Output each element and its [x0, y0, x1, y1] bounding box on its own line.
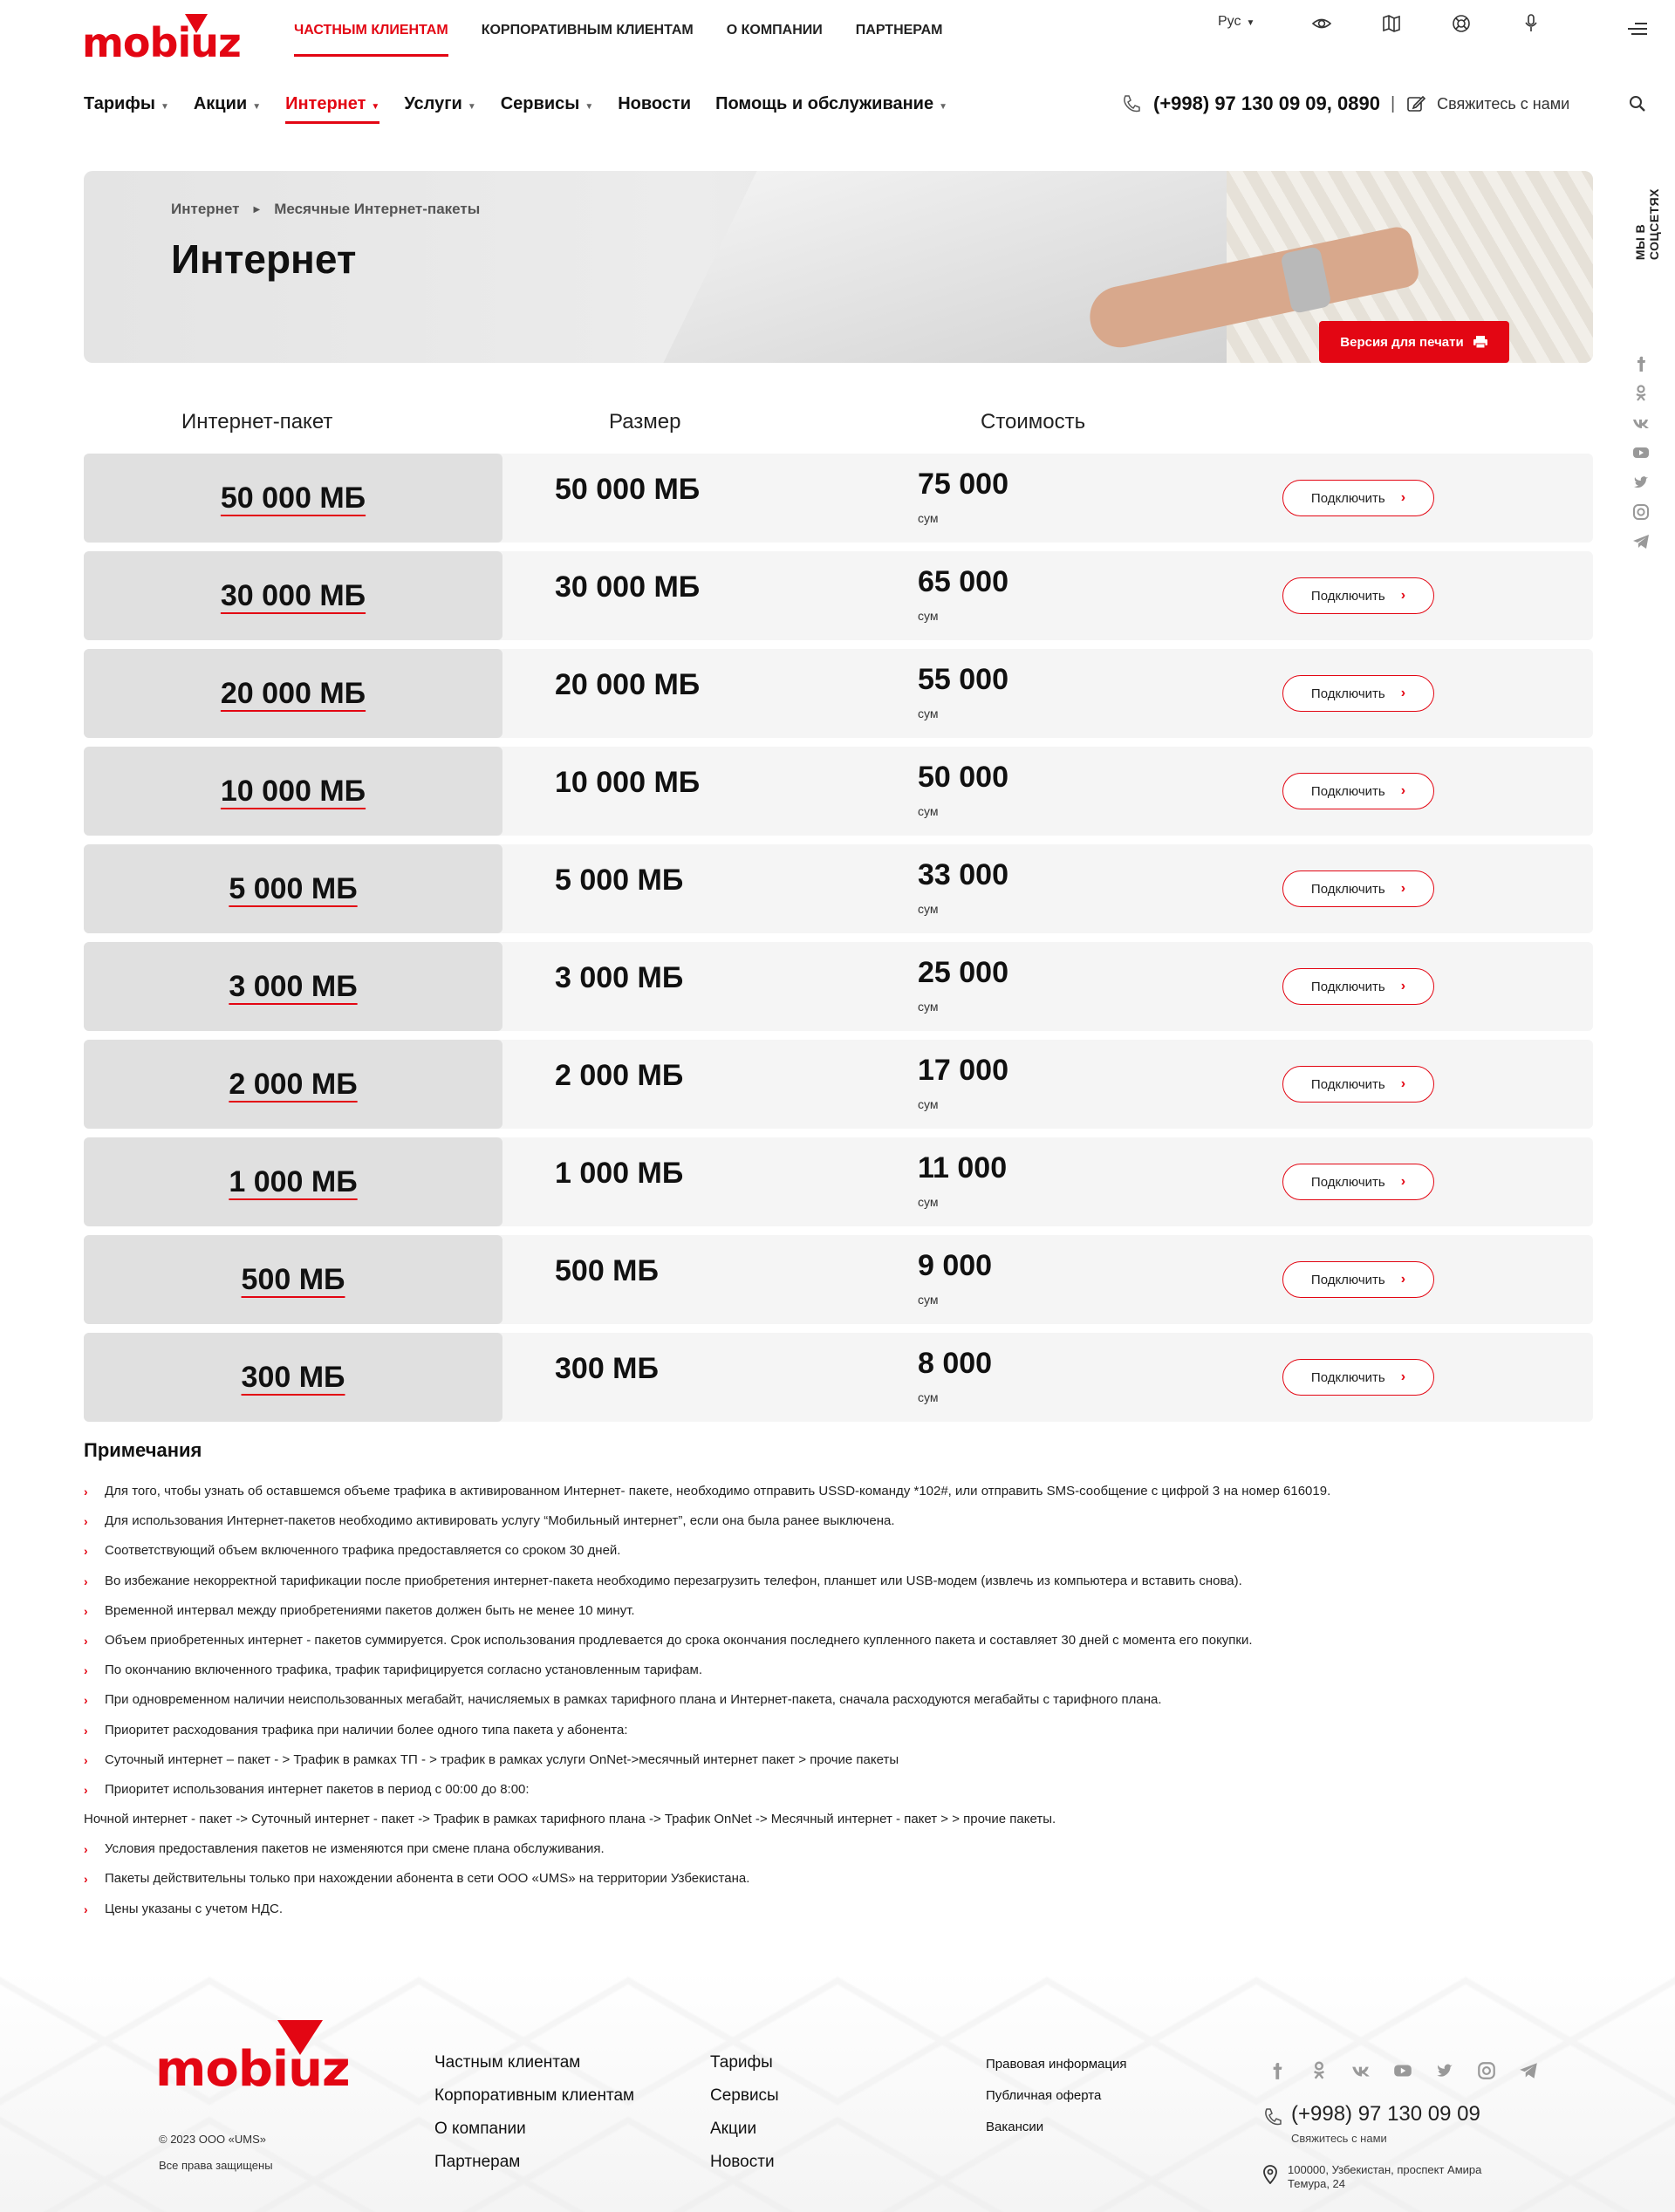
chevron-right-icon: ›	[84, 1485, 88, 1499]
chevron-down-icon: ▼	[160, 102, 169, 112]
note-text: Цены указаны с учетом НДС.	[105, 1901, 284, 1916]
note-text: По окончанию включенного трафика, трафик тарифицируется согласно установленным тарифам.	[105, 1662, 702, 1678]
price-value: 8 000	[918, 1347, 993, 1380]
telegram-icon[interactable]	[1518, 2060, 1539, 2081]
chevron-down-icon: ▼	[371, 102, 380, 112]
note-text: Ночной интернет - пакет -> Суточный интернет - пакет -> Трафик в рамках тарифного плана -> Трафик OnNet -> Месячный интернет - пакет > > прочие пакеты.	[84, 1812, 1056, 1827]
column-header-package: Интернет-пакет	[181, 410, 333, 434]
list-item	[84, 1540, 1584, 1570]
package-link[interactable]: 500 МБ	[241, 1262, 345, 1296]
print-version-button[interactable]	[1319, 321, 1509, 363]
connect-button[interactable]	[1282, 773, 1434, 809]
footer-logo[interactable]	[155, 2041, 350, 2098]
facebook-icon[interactable]	[1267, 2060, 1288, 2081]
chevron-right-icon: ›	[1400, 1076, 1406, 1091]
vk-icon[interactable]	[1631, 413, 1651, 433]
currency-label: сум	[918, 902, 939, 916]
price-value: 75 000	[918, 468, 1008, 501]
phone-icon	[1120, 92, 1143, 115]
nav-services-label: Услуги	[404, 94, 462, 113]
odnoklassniki-icon[interactable]	[1631, 384, 1651, 403]
note-text: Пакеты действительны только при нахождении абонента в сети ООО «UMS» на территории Узбекистана.	[105, 1871, 750, 1887]
footer-address: 100000, Узбекистан, проспект Амира Темура, 24	[1288, 2163, 1482, 2190]
currency-label: сум	[918, 707, 939, 720]
chevron-down-icon: ▼	[585, 102, 594, 112]
price-value: 9 000	[918, 1249, 993, 1282]
package-link[interactable]: 5 000 МБ	[229, 871, 358, 905]
footer-link[interactable]: Корпоративным клиентам	[434, 2086, 635, 2105]
nav-apps-label: Сервисы	[500, 94, 580, 113]
package-link[interactable]: 30 000 МБ	[220, 578, 366, 612]
footer-contact-link[interactable]: Свяжитесь с нами	[1291, 2132, 1387, 2145]
list-item	[84, 1571, 1584, 1601]
package-cell	[84, 844, 502, 933]
footer-copyright	[159, 2127, 273, 2179]
list-item	[84, 1511, 1584, 1540]
logo-triangle	[185, 14, 208, 33]
size-cell: 10 000 МБ	[555, 766, 701, 799]
note-text: Условия предоставления пакетов не изменяются при смене плана обслуживания.	[105, 1841, 605, 1857]
currency-label: сум	[918, 1097, 939, 1111]
topnav-about[interactable]: О КОМПАНИИ	[726, 23, 823, 38]
note-text: Во избежание некорректной тарификации после приобретения интернет-пакета необходимо перезагрузить телефон, планшет или USB-модем (извлечь из компьютера и вставить снова).	[105, 1573, 1242, 1588]
menu-icon[interactable]	[1628, 23, 1647, 38]
footer-link[interactable]: Частным клиентам	[434, 2053, 581, 2072]
list-item	[84, 1601, 1584, 1630]
footer-link[interactable]: Публичная оферта	[986, 2088, 1102, 2103]
location-pin-icon	[1261, 2165, 1279, 2184]
breadcrumb-internet[interactable]: Интернет	[171, 201, 240, 217]
chevron-right-icon: ›	[1400, 979, 1406, 993]
connect-button-label: Подключить	[1310, 686, 1385, 701]
printer-icon	[1473, 335, 1488, 349]
list-item	[84, 1779, 1584, 1809]
footer-link[interactable]: Акции	[710, 2120, 757, 2138]
currency-label: сум	[918, 609, 939, 623]
chevron-right-icon: ›	[84, 1842, 88, 1857]
nav-apps[interactable]	[501, 94, 593, 124]
footer	[0, 1971, 1675, 2212]
chevron-down-icon: ▼	[467, 102, 476, 112]
note-text: Приоритет расходования трафика при наличии более одного типа пакета у абонента:	[105, 1722, 628, 1738]
table-row	[84, 1137, 1593, 1226]
footer-link[interactable]: Сервисы	[710, 2086, 779, 2105]
column-header-size: Размер	[609, 410, 681, 434]
package-link[interactable]: 300 МБ	[241, 1360, 345, 1394]
price-value: 17 000	[918, 1054, 1008, 1087]
package-link[interactable]: 10 000 МБ	[220, 774, 366, 808]
contact-us-link[interactable]: Свяжитесь с нами	[1437, 94, 1570, 113]
list-item	[84, 1690, 1584, 1719]
connect-button-label: Подключить	[1310, 588, 1385, 604]
nav-internet[interactable]	[285, 94, 379, 124]
chevron-right-icon: ›	[1400, 490, 1406, 505]
price-value: 11 000	[918, 1151, 1008, 1185]
nav-internet-label: Интернет	[285, 94, 366, 113]
table-row	[84, 649, 1593, 738]
note-text: Временной интервал между приобретениями пакетов должен быть не менее 10 минут.	[105, 1602, 635, 1618]
language-selector[interactable]	[1218, 14, 1255, 30]
chevron-right-icon: ›	[1400, 1174, 1406, 1189]
currency-label: сум	[918, 804, 939, 818]
chevron-right-icon: ›	[84, 1574, 88, 1588]
connect-button[interactable]	[1282, 968, 1434, 1005]
nav-help[interactable]	[715, 94, 947, 124]
nav-news[interactable]	[618, 94, 691, 124]
size-cell: 50 000 МБ	[555, 473, 701, 506]
footer-link[interactable]: Новости	[710, 2153, 775, 2171]
chevron-right-icon: ›	[84, 1901, 88, 1916]
package-cell	[84, 1137, 502, 1226]
chevron-down-icon: ▼	[252, 102, 262, 112]
nav-tariffs[interactable]	[84, 94, 169, 124]
size-cell: 3 000 МБ	[555, 961, 684, 994]
chevron-down-icon: ▼	[939, 102, 948, 112]
note-text: При одновременном наличии неиспользованных мегабайт, начисляемых в рамках тарифного плана и Интернет-пакета, сначала расходуются мегабайты с тарифного плана.	[105, 1692, 1162, 1708]
breadcrumb-current: Месячные Интернет-пакеты	[274, 201, 481, 217]
chevron-right-icon: ›	[1400, 1272, 1406, 1287]
connect-button[interactable]	[1282, 1261, 1434, 1298]
connect-button-label: Подключить	[1310, 1369, 1385, 1385]
table-row	[84, 1235, 1593, 1324]
topnav-partners[interactable]: ПАРТНЕРАМ	[855, 23, 943, 38]
mobiuz-logo[interactable]	[82, 19, 241, 66]
note-text: Объем приобретенных интернет - пакетов суммируется. Срок использования продлевается до срока окончания последнего купленного пакета и составляет 30 дней с момента его покупки.	[105, 1632, 1253, 1648]
connect-button[interactable]	[1282, 577, 1434, 614]
connect-button[interactable]	[1282, 1359, 1434, 1396]
chevron-right-icon: ›	[1400, 686, 1406, 700]
package-cell	[84, 1333, 502, 1422]
footer-col-legal	[986, 2057, 1126, 2151]
connect-button-label: Подключить	[1310, 881, 1385, 897]
microphone-icon[interactable]	[1520, 12, 1542, 35]
table-row	[84, 942, 1593, 1031]
list-item	[84, 1660, 1584, 1690]
connect-button-label: Подключить	[1310, 1174, 1385, 1190]
connect-button[interactable]	[1282, 675, 1434, 712]
note-text: Для использования Интернет-пакетов необходимо активировать услугу “Мобильный интернет”, если она была ранее выключена.	[105, 1513, 895, 1529]
package-cell	[84, 1235, 502, 1324]
eye-icon[interactable]	[1310, 12, 1333, 35]
twitter-icon[interactable]	[1631, 473, 1651, 492]
footer-social	[1267, 2060, 1539, 2081]
search-icon[interactable]	[1628, 94, 1647, 113]
footer-link[interactable]: О компании	[434, 2120, 526, 2138]
odnoklassniki-icon[interactable]	[1309, 2060, 1330, 2081]
footer-link[interactable]: Правовая информация	[986, 2057, 1127, 2072]
connect-button-label: Подключить	[1310, 979, 1385, 994]
connect-button-label: Подключить	[1310, 1076, 1385, 1092]
footer-col-audience	[434, 2053, 634, 2186]
package-link[interactable]: 20 000 МБ	[220, 676, 366, 710]
list-item	[84, 1809, 1584, 1839]
table-row	[84, 1333, 1593, 1422]
price-value: 33 000	[918, 858, 1008, 891]
connect-button-label: Подключить	[1310, 1272, 1385, 1287]
nav-tariffs-label: Тарифы	[84, 94, 155, 113]
table-row	[84, 454, 1593, 543]
note-text: Для того, чтобы узнать об оставшемся объеме трафика в активированном Интернет- пакете, необходимо отправить USSD-команду *102#, или отправить SMS-сообщение с цифрой 3 на номер 616019.	[105, 1484, 1331, 1499]
size-cell: 300 МБ	[555, 1352, 659, 1385]
nav-services[interactable]	[404, 94, 475, 124]
table-row	[84, 844, 1593, 933]
divider: |	[1390, 93, 1396, 113]
currency-label: сум	[918, 1293, 939, 1307]
language-label: Рус	[1218, 14, 1241, 29]
chevron-right-icon: ›	[84, 1603, 88, 1618]
instagram-icon[interactable]	[1476, 2060, 1497, 2081]
social-label: МЫ В СОЦСЕТЯХ	[1633, 188, 1661, 261]
audience-nav	[294, 23, 942, 57]
footer-link[interactable]: Тарифы	[710, 2053, 773, 2072]
chevron-right-icon: ›	[1400, 1369, 1406, 1384]
chevron-right-icon: ›	[1400, 588, 1406, 603]
map-icon[interactable]	[1380, 12, 1403, 35]
page-banner	[84, 171, 1593, 363]
list-item	[84, 1899, 1584, 1929]
currency-label: сум	[918, 1390, 939, 1404]
chevron-right-icon: ›	[84, 1514, 88, 1529]
youtube-icon[interactable]	[1392, 2060, 1413, 2081]
chevron-right-icon: ›	[84, 1752, 88, 1767]
logo-text: mobiuz	[82, 19, 241, 66]
list-item	[84, 1839, 1584, 1868]
package-link[interactable]: 2 000 МБ	[229, 1067, 358, 1101]
instagram-icon[interactable]	[1631, 502, 1651, 522]
chevron-right-icon: ›	[84, 1663, 88, 1678]
chevron-right-icon: ▶	[253, 204, 261, 215]
twitter-icon[interactable]	[1434, 2060, 1455, 2081]
edit-icon	[1405, 93, 1426, 114]
footer-phone[interactable]: (+998) 97 130 09 09	[1291, 2102, 1480, 2126]
size-cell: 30 000 МБ	[555, 570, 701, 604]
size-cell: 20 000 МБ	[555, 668, 701, 701]
copyright-text: © 2023 ООО «UMS»	[159, 2133, 267, 2146]
table-row	[84, 1040, 1593, 1129]
chevron-down-icon: ▼	[1246, 18, 1255, 28]
list-item	[84, 1720, 1584, 1750]
logo-triangle	[277, 2020, 323, 2055]
phone-icon	[1261, 2106, 1284, 2128]
list-item	[84, 1750, 1584, 1779]
price-value: 25 000	[918, 956, 1008, 989]
price-value: 50 000	[918, 761, 1008, 794]
nav-news-label: Новости	[618, 94, 692, 113]
connect-button[interactable]	[1282, 870, 1434, 907]
table-row	[84, 747, 1593, 836]
chevron-right-icon: ›	[84, 1723, 88, 1738]
footer-link[interactable]: Партнерам	[434, 2153, 521, 2171]
price-value: 55 000	[918, 663, 1008, 696]
chevron-right-icon: ›	[1400, 881, 1406, 896]
chevron-right-icon: ›	[84, 1872, 88, 1887]
nav-promotions-label: Акции	[193, 94, 248, 113]
notes-list	[84, 1481, 1584, 1929]
package-cell	[84, 942, 502, 1031]
package-cell	[84, 649, 502, 738]
main-nav	[84, 94, 947, 124]
footer-link[interactable]: Вакансии	[986, 2120, 1044, 2134]
package-cell	[84, 551, 502, 640]
column-header-price: Стоимость	[981, 410, 1086, 434]
list-item	[84, 1868, 1584, 1898]
size-cell: 5 000 МБ	[555, 864, 684, 897]
connect-button[interactable]	[1282, 1164, 1434, 1200]
header-contacts	[1120, 92, 1569, 115]
topnav-corporate-clients[interactable]: КОРПОРАТИВНЫМ КЛИЕНТАМ	[481, 23, 694, 38]
note-text: Приоритет использования интернет пакетов в период с 00:00 до 8:00:	[105, 1781, 530, 1797]
currency-label: сум	[918, 1000, 939, 1014]
breadcrumb	[171, 201, 480, 218]
connect-button[interactable]	[1282, 1066, 1434, 1103]
rights-text: Все права защищены	[159, 2159, 273, 2172]
currency-label: сум	[918, 511, 939, 525]
price-value: 65 000	[918, 565, 1008, 598]
table-row	[84, 551, 1593, 640]
telegram-icon[interactable]	[1631, 532, 1651, 551]
footer-logo-text: mobiuz	[155, 2041, 350, 2098]
package-link[interactable]: 50 000 МБ	[220, 481, 366, 515]
size-cell: 2 000 МБ	[555, 1059, 684, 1092]
note-text: Соответствующий объем включенного трафика предоставляется со сроком 30 дней.	[105, 1543, 621, 1559]
nav-promotions[interactable]	[194, 94, 261, 124]
list-item	[84, 1630, 1584, 1660]
chevron-right-icon: ›	[84, 1544, 88, 1559]
header-phone[interactable]: (+998) 97 130 09 09, 0890	[1153, 92, 1380, 114]
footer-col-products	[710, 2053, 779, 2186]
size-cell: 1 000 МБ	[555, 1157, 684, 1190]
chevron-right-icon: ›	[84, 1633, 88, 1648]
facebook-icon[interactable]	[1631, 354, 1651, 373]
connect-button-label: Подключить	[1310, 490, 1385, 506]
notes-title: Примечания	[84, 1439, 202, 1461]
list-item	[84, 1481, 1584, 1511]
page-title: Интернет	[171, 236, 357, 282]
connect-button[interactable]	[1282, 480, 1434, 516]
package-link[interactable]: 3 000 МБ	[229, 969, 358, 1003]
print-button-label: Версия для печати	[1340, 334, 1464, 350]
chevron-right-icon: ›	[84, 1782, 88, 1797]
chevron-right-icon: ›	[84, 1693, 88, 1708]
note-text: Суточный интернет – пакет - > Трафик в рамках ТП - > трафик в рамках услуги OnNet->месячный интернет пакет > прочие пакеты	[105, 1751, 899, 1767]
nav-help-label: Помощь и обслуживание	[715, 94, 934, 113]
youtube-icon[interactable]	[1631, 443, 1651, 462]
vk-icon[interactable]	[1350, 2060, 1371, 2081]
package-cell	[84, 747, 502, 836]
package-cell	[84, 454, 502, 543]
currency-label: сум	[918, 1195, 939, 1209]
size-cell: 500 МБ	[555, 1254, 659, 1287]
package-cell	[84, 1040, 502, 1129]
package-link[interactable]: 1 000 МБ	[229, 1164, 358, 1198]
topnav-private-clients[interactable]: ЧАСТНЫМ КЛИЕНТАМ	[294, 23, 448, 57]
connect-button-label: Подключить	[1310, 783, 1385, 799]
chevron-right-icon: ›	[1400, 783, 1406, 798]
support-lifebuoy-icon[interactable]	[1450, 12, 1473, 35]
